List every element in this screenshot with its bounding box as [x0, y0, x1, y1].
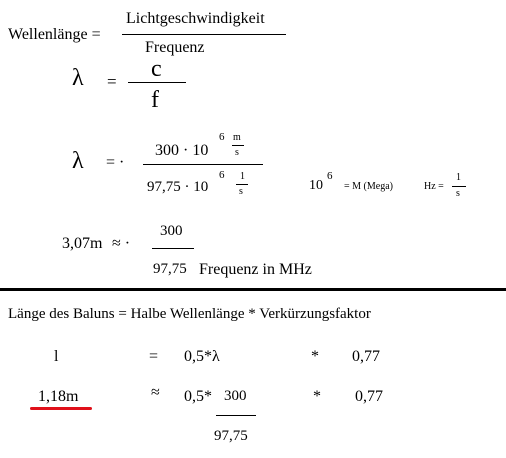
denominator-frequenz: Frequenz	[145, 39, 205, 56]
denominator-base: 97,75 · 10	[147, 179, 209, 195]
note-ten: 10	[309, 178, 323, 193]
variable-l: l	[54, 348, 59, 365]
frequency-unit-label: Frequenz in MHz	[199, 261, 312, 278]
multiply-sign: *	[311, 348, 319, 365]
lambda-symbol: λ	[72, 65, 84, 91]
numerator-c: c	[151, 56, 162, 82]
unit-fraction-bar	[236, 184, 248, 185]
shortening-factor: 0,77	[355, 388, 383, 405]
note-hz: Hz =	[424, 181, 444, 192]
balun-length-result: 1,18m	[38, 388, 79, 405]
numerator-base: 300 · 10	[155, 142, 209, 159]
note-mega: = M (Mega)	[344, 181, 393, 192]
unit-denominator: s	[235, 147, 239, 158]
fraction-bar	[152, 248, 194, 249]
fraction-bar	[216, 415, 256, 416]
lambda-symbol: λ	[72, 148, 84, 174]
fraction-bar	[128, 82, 186, 83]
numerator-300: 300	[224, 388, 247, 404]
half-factor: 0,5*	[184, 388, 212, 405]
denominator-9775: 97,75	[214, 428, 248, 444]
balun-heading: Länge des Baluns = Halbe Wellenlänge * Verkürzungsfaktor	[8, 306, 371, 322]
fraction-bar	[122, 34, 286, 35]
note-hz-numerator: 1	[456, 172, 461, 183]
note-hz-denominator: s	[456, 188, 460, 199]
note-exponent: 6	[327, 170, 333, 182]
approx-sign: ≈	[151, 384, 160, 401]
exponent: 6	[219, 169, 225, 181]
equals-sign: =	[107, 72, 117, 91]
exponent: 6	[219, 131, 225, 143]
numerator-300: 300	[160, 223, 183, 239]
result-wavelength: 3,07m	[62, 235, 103, 252]
approx-dot: ≈ ·	[112, 235, 131, 252]
section-divider	[0, 288, 506, 291]
equals-dot: = ·	[106, 154, 125, 171]
unit-numerator: m	[233, 132, 241, 143]
result-highlight-underline	[30, 407, 92, 410]
denominator-9775: 97,75	[153, 261, 187, 277]
unit-numerator: 1	[240, 171, 245, 182]
fraction-bar	[143, 164, 263, 165]
unit-denominator: s	[239, 186, 243, 197]
multiply-sign: *	[313, 388, 321, 405]
unit-fraction-bar	[232, 145, 244, 146]
denominator-f: f	[151, 87, 159, 113]
equals-sign: =	[149, 348, 159, 365]
shortening-factor: 0,77	[352, 348, 380, 365]
half-wavelength-expr: 0,5*λ	[184, 348, 220, 365]
numerator-lichtgeschwindigkeit: Lichtgeschwindigkeit	[126, 10, 265, 27]
wellenlaenge-label: Wellenlänge =	[8, 26, 101, 43]
unit-fraction-bar	[452, 186, 466, 187]
